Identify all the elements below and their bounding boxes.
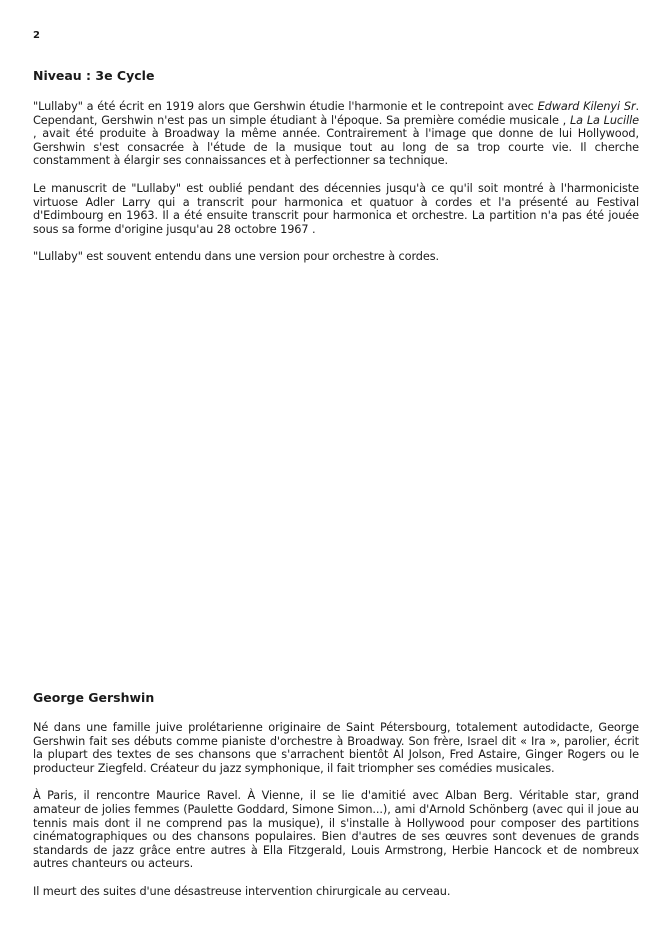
niveau-section xyxy=(33,68,639,264)
text-run: "Lullaby" a été écrit en 1919 alors que Gershwin étudie l'harmonie et le contrepoint avec xyxy=(33,100,538,113)
page-number: 2 xyxy=(33,30,40,41)
teacher-name: Edward Kilenyi Sr xyxy=(537,100,636,113)
biography-paragraph-2: À Paris, il rencontre Maurice Ravel. À Vienne, il se lie d'amitié avec Alban Berg. Véritable star, grand amateur de jolies femmes (Paulette Goddard, Simone Simon...), ami d'Arnold Schönberg (avec qui il joue au tennis mais dont il ne comprend pas la musique), il s'installe à Hollywood pour composer des partitions cinématographiques ou des chansons populaires. Bien d'autres de ses œuvres sont devenues de grands standards de jazz grâce entre autres à Ella Fitzgerald, Louis Armstrong, Herbie Hancock et de nombreux autres chanteurs ou acteurs. xyxy=(33,789,639,871)
biography-paragraph-3: Il meurt des suites d'une désastreuse intervention chirurgicale au cerveau. xyxy=(33,884,451,898)
manuscript-paragraph: Le manuscrit de "Lullaby" est oublié pendant des décennies jusqu'à ce qu'il soit montré à l'harmoniciste virtuose Adler Larry qui a transcrit pour harmonica et quatuor à cordes et l'a présenté au Festival d'Edimbourg en 1963. Il a été ensuite transcrit pour harmonica et orchestre. La partition n'a pas été jouée sous sa forme d'origine jusqu'au 28 octobre 1967 . xyxy=(33,181,639,236)
biography-section xyxy=(33,690,639,899)
lullaby-history-paragraph xyxy=(33,100,639,168)
niveau-heading: Niveau : 3e Cycle xyxy=(33,68,155,83)
string-orchestra-paragraph: "Lullaby" est souvent entendu dans une version pour orchestre à cordes. xyxy=(33,250,439,264)
biography-heading: George Gershwin xyxy=(33,690,155,705)
biography-paragraph-1: Né dans une famille juive prolétarienne originaire de Saint Pétersbourg, totalement autodidacte, George Gershwin fait ses débuts comme pianiste d'orchestre à Broadway. Son frère, Israel dit « Ira », parolier, écrit la plupart des textes de ses chansons que s'arrachent bientôt Al Jolson, Fred Astaire, Ginger Rogers ou le producteur Ziegfeld. Créateur du jazz symphonique, il fait triompher ses comédies musicales. xyxy=(33,721,639,775)
musical-title: La La Lucille xyxy=(569,113,639,127)
text-run: . Cependant, Gershwin n'est pas un simple étudiant à l'époque. Sa première comédie musicale , xyxy=(33,100,639,127)
text-run: , avait été produite à Broadway la même année. Contrairement à l'image que donne de lui Hollywood, Gershwin s'est consacrée à l'étude de la musique tout au long de sa trop courte vie. Il cherche constamment à élargir ses connaissances et à perfectionner sa technique. xyxy=(33,127,639,168)
